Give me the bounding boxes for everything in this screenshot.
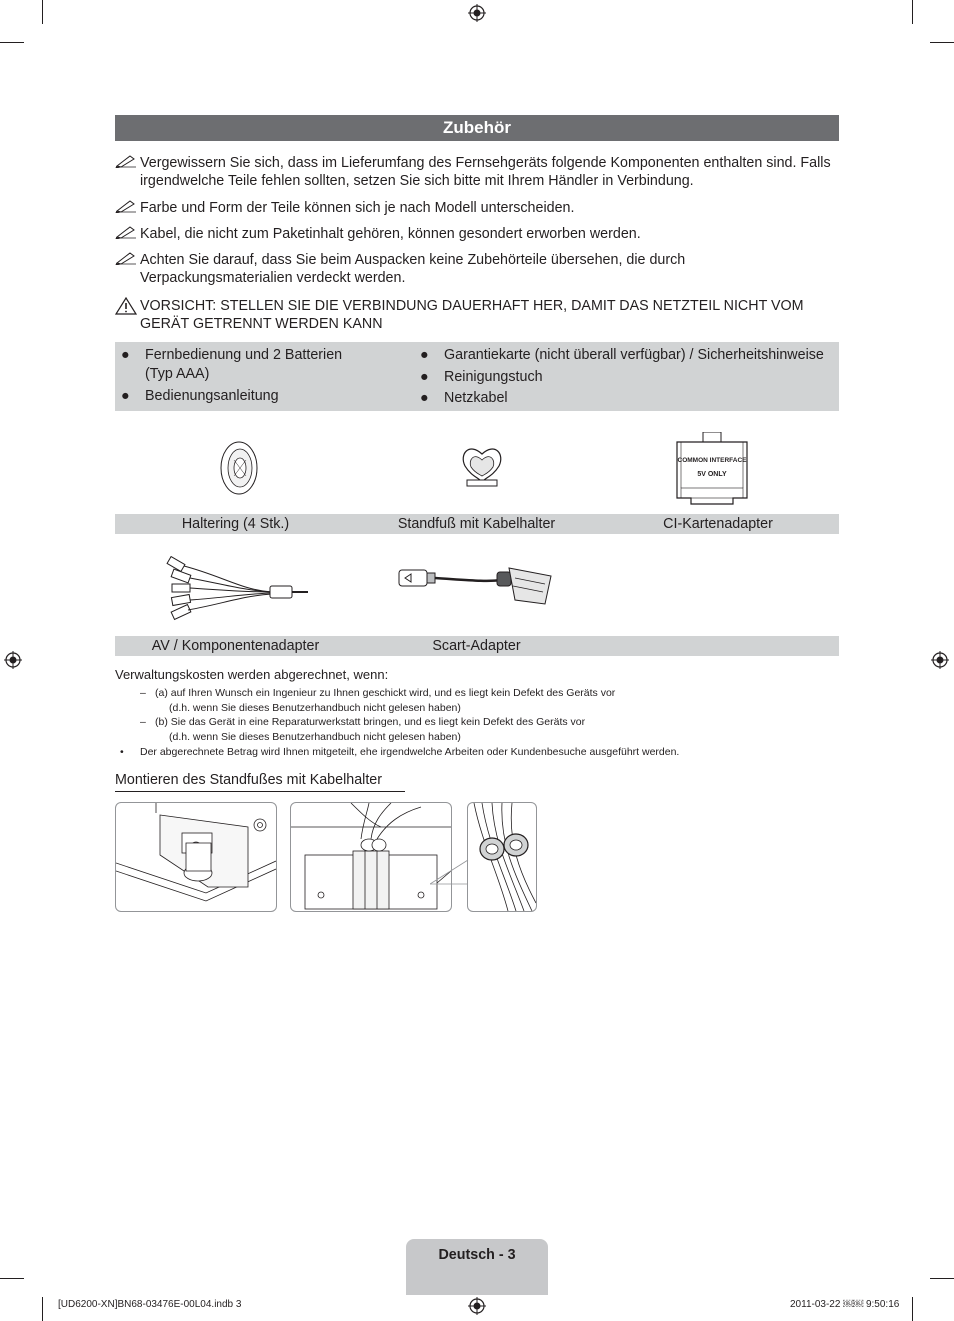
bullet: ● bbox=[121, 388, 130, 404]
fee-item-line: (b) Sie das Gerät in eine Reparaturwerkstatt bringen, und es liegt kein Defekt des Geräts vor bbox=[155, 716, 586, 728]
mount-step-figure bbox=[115, 802, 277, 912]
fee-item-line: (d.h. wenn Sie dieses Benutzerhandbuch nicht gelesen haben) bbox=[169, 702, 461, 714]
fees-intro: Verwaltungskosten werden abgerechnet, wenn: bbox=[115, 667, 389, 682]
section-title: Zubehör bbox=[115, 115, 839, 141]
note-4 bbox=[115, 251, 839, 287]
ci-card-adapter-image bbox=[673, 432, 751, 506]
part-caption: CI-Kartenadapter bbox=[663, 516, 773, 532]
crop-mark bbox=[912, 1297, 913, 1321]
fee-item-line: (a) auf Ihren Wunsch ein Ingenieur zu Ihnen geschickt wird, und es liegt kein Defekt des Geräts vor bbox=[155, 687, 616, 699]
note-text: Achten Sie darauf, dass Sie beim Auspacken keine Zubehörteile übersehen, die durch Verpackungsmaterialien verdeckt werden. bbox=[140, 252, 686, 286]
mount-heading: Montieren des Standfußes mit Kabelhalter bbox=[115, 771, 405, 792]
crop-mark bbox=[42, 1297, 43, 1321]
crop-mark bbox=[912, 0, 913, 24]
mount-step-figure bbox=[467, 802, 537, 912]
warning-triangle-icon bbox=[115, 297, 137, 315]
fee-item-line: (d.h. wenn Sie dieses Benutzerhandbuch nicht gelesen haben) bbox=[169, 731, 461, 743]
scart-adapter-image bbox=[397, 562, 557, 614]
note-text: Kabel, die nicht zum Paketinhalt gehören, können gesondert erworben werden. bbox=[140, 226, 641, 242]
part-caption: AV / Komponentenadapter bbox=[151, 638, 320, 654]
bullet: ● bbox=[420, 369, 429, 385]
footer-timestamp: 2011-03-22 ￼￼ 9:50:16 bbox=[790, 1299, 900, 1310]
accessory-label: Fernbedienung und 2 Batterien (Typ AAA) bbox=[145, 347, 343, 382]
fee-note: Der abgerechnete Betrag wird Ihnen mitgeteilt, ehe irgendwelche Arbeiten oder Kundenbesuche ausgeführt werden. bbox=[140, 746, 680, 758]
accessory-label: Garantiekarte (nicht überall verfügbar) / Sicherheitshinweise bbox=[444, 347, 824, 363]
ci-card-label: 5V ONLY bbox=[697, 471, 727, 478]
warning-note bbox=[115, 297, 839, 333]
bullet: • bbox=[120, 746, 124, 758]
pencil-note-icon bbox=[115, 225, 137, 239]
registration-mark-icon bbox=[4, 651, 22, 669]
crop-mark bbox=[0, 1278, 24, 1279]
note-1 bbox=[115, 154, 839, 190]
parts-caption-row bbox=[115, 636, 839, 656]
part-caption: Scart-Adapter bbox=[432, 638, 521, 654]
parts-caption-row bbox=[115, 514, 839, 534]
registration-mark-icon bbox=[468, 1297, 486, 1315]
accessory-label: Netzkabel bbox=[444, 390, 508, 406]
mount-step-figure bbox=[290, 802, 452, 912]
footer-file-info: [UD6200-XN]BN68-03476E-00L04.indb 3 bbox=[58, 1299, 242, 1310]
pencil-note-icon bbox=[115, 154, 137, 168]
dash: – bbox=[140, 687, 146, 699]
crop-mark bbox=[930, 1278, 954, 1279]
av-component-adapter-image bbox=[162, 556, 312, 622]
ci-card-label: COMMON INTERFACE bbox=[677, 457, 747, 464]
cable-routing-illustration bbox=[291, 803, 451, 911]
bullet: ● bbox=[121, 347, 130, 363]
accessory-label: Reinigungstuch bbox=[444, 369, 543, 385]
cable-holder-detail-illustration bbox=[468, 803, 536, 911]
dash: – bbox=[140, 716, 146, 728]
part-caption: Haltering (4 Stk.) bbox=[181, 516, 290, 532]
accessories-list bbox=[115, 342, 839, 411]
warning-text: VORSICHT: STELLEN SIE DIE VERBINDUNG DAUERHAFT HER, DAMIT DAS NETZTEIL NICHT VOM GERÄT GETRENNT WERDEN KANN bbox=[140, 298, 804, 332]
note-3 bbox=[115, 225, 839, 243]
note-2 bbox=[115, 199, 839, 217]
registration-mark-icon bbox=[931, 651, 949, 669]
bullet: ● bbox=[420, 347, 429, 363]
registration-mark-icon bbox=[468, 4, 486, 22]
crop-mark bbox=[0, 42, 24, 43]
page-number-tab: Deutsch - 3 bbox=[406, 1239, 548, 1295]
part-caption: Standfuß mit Kabelhalter bbox=[397, 516, 556, 532]
crop-mark bbox=[930, 42, 954, 43]
pencil-note-icon bbox=[115, 251, 137, 265]
accessory-label: Bedienungsanleitung bbox=[145, 388, 279, 404]
pencil-note-icon bbox=[115, 199, 137, 213]
bullet: ● bbox=[420, 390, 429, 406]
note-text: Vergewissern Sie sich, dass im Lieferumfang des Fernsehgeräts folgende Komponenten enthalten sind. Falls irgendwelche Teile fehlen sollten, setzen Sie sich bitte mit Ihrem Händler in Verbindung. bbox=[140, 155, 831, 189]
detail-connector-lines bbox=[430, 856, 470, 886]
note-text: Farbe und Form der Teile können sich je nach Modell unterscheiden. bbox=[140, 200, 575, 216]
stand-mount-illustration bbox=[116, 803, 276, 911]
crop-mark bbox=[42, 0, 43, 24]
holder-ring-image bbox=[219, 440, 259, 496]
stand-cable-holder-image bbox=[459, 442, 505, 488]
